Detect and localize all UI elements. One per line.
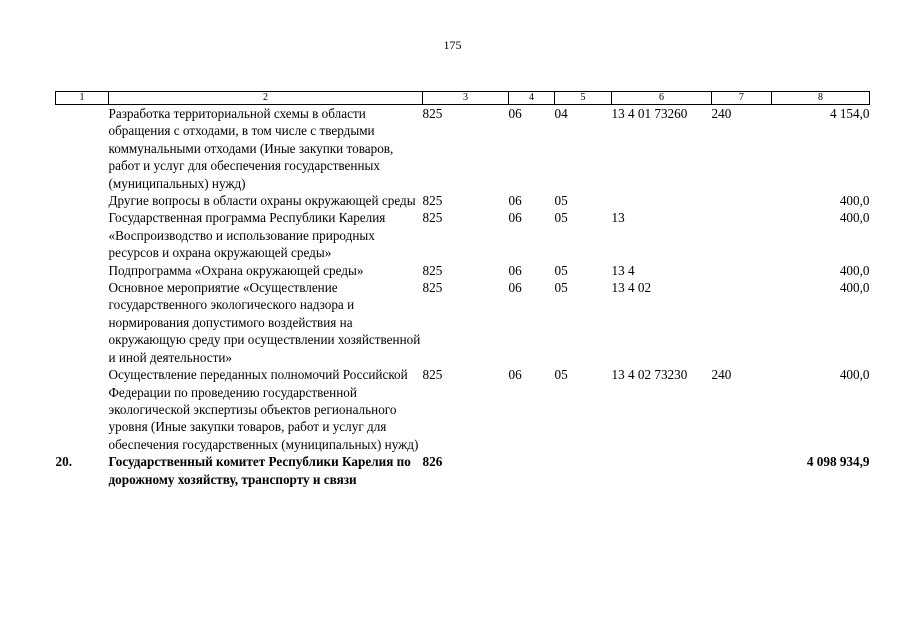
- row-name: Государственный комитет Республики Карелия по дорожному хозяйству, транспорту и связи: [108, 454, 411, 487]
- row-subsection: 05: [554, 367, 568, 383]
- row-section: 06: [508, 193, 522, 209]
- row-subsection: 05: [554, 262, 568, 278]
- row-expense-type: [712, 453, 772, 488]
- row-amount: 400,0: [839, 280, 870, 296]
- table-row: [56, 366, 870, 453]
- row-target-item: 13 4: [611, 262, 635, 278]
- table-row: [56, 105, 870, 193]
- row-section: [509, 453, 555, 488]
- row-number: [56, 105, 109, 193]
- row-number: [56, 279, 109, 366]
- row-expense-type: [712, 192, 772, 209]
- row-amount: 400,0: [839, 193, 870, 209]
- row-expense-type: [712, 209, 772, 261]
- row-number: [56, 262, 109, 279]
- table-row: [56, 453, 870, 488]
- table-row: [56, 262, 870, 279]
- row-expense-type: 240: [711, 367, 732, 383]
- row-name: Основное мероприятие «Осуществление государственного экологического надзора и нормирования допустимого воздействия на окружающую среду при осуществлении хозяйственной и иной деятельности»: [108, 280, 421, 365]
- header-col-7: 7: [712, 92, 772, 105]
- table-row: [56, 192, 870, 209]
- table-body: [56, 105, 870, 488]
- row-admin-code: 825: [422, 367, 443, 383]
- table-row: [56, 209, 870, 261]
- row-number: [56, 366, 109, 453]
- row-section: 06: [508, 280, 522, 296]
- row-name: Государственная программа Республики Карелия «Воспроизводство и использование природных ресурсов и охрана окружающей среды»: [108, 210, 386, 261]
- row-section: 06: [508, 106, 522, 121]
- row-amount: 4 154,0: [829, 106, 870, 121]
- row-name: Осуществление переданных полномочий Российской Федерации по проведению государственной экологической экспертизы объектов регионального уровня (Иные закупки товаров, работ и услуг для обеспечения государственных (муниципальных) нужд): [108, 367, 419, 452]
- header-col-4: 4: [509, 92, 555, 105]
- row-target-item: 13 4 02 73230: [611, 367, 688, 383]
- row-expense-type: 240: [711, 106, 732, 121]
- row-section: 06: [508, 210, 522, 226]
- row-amount: 400,0: [839, 262, 870, 278]
- row-name: Разработка территориальной схемы в области обращения с отходами, в том числе с твердыми коммунальными отходами (Иные закупки товаров, работ и услуг для обеспечения государственных (муниципальных) нужд): [108, 106, 394, 191]
- row-subsection: [555, 453, 612, 488]
- row-expense-type: [712, 279, 772, 366]
- row-admin-code: 825: [422, 210, 443, 226]
- row-target-item: 13 4 02: [611, 280, 652, 296]
- header-row: [56, 92, 870, 105]
- row-target-item: [612, 192, 712, 209]
- row-admin-code: 826: [422, 454, 443, 470]
- row-number: [56, 209, 109, 261]
- header-col-5: 5: [555, 92, 612, 105]
- table-row: [56, 279, 870, 366]
- row-amount: 4 098 934,9: [806, 454, 870, 470]
- header-col-8: 8: [772, 92, 870, 105]
- row-number: 20.: [55, 454, 72, 470]
- row-subsection: 05: [554, 210, 568, 226]
- page-number: 175: [443, 38, 462, 52]
- row-name: Подпрограмма «Охрана окружающей среды»: [108, 262, 364, 278]
- header-col-2: 2: [109, 92, 423, 105]
- row-subsection: 05: [554, 280, 568, 296]
- row-number: [56, 192, 109, 209]
- row-subsection: 05: [554, 193, 568, 209]
- row-section: 06: [508, 262, 522, 278]
- row-expense-type: [712, 262, 772, 279]
- row-target-item: 13 4 01 73260: [611, 106, 688, 121]
- row-section: 06: [508, 367, 522, 383]
- row-amount: 400,0: [839, 210, 870, 226]
- row-admin-code: 825: [422, 262, 443, 278]
- header-col-3: 3: [423, 92, 509, 105]
- row-amount: 400,0: [839, 367, 870, 383]
- header-col-1: 1: [56, 92, 109, 105]
- row-admin-code: 825: [422, 280, 443, 296]
- budget-table: [55, 91, 870, 488]
- row-subsection: 04: [554, 106, 568, 121]
- header-col-6: 6: [612, 92, 712, 105]
- row-admin-code: 825: [422, 106, 443, 121]
- row-admin-code: 825: [422, 193, 443, 209]
- row-target-item: [612, 453, 712, 488]
- row-name: Другие вопросы в области охраны окружающей среды: [108, 193, 416, 209]
- row-target-item: 13: [611, 210, 625, 226]
